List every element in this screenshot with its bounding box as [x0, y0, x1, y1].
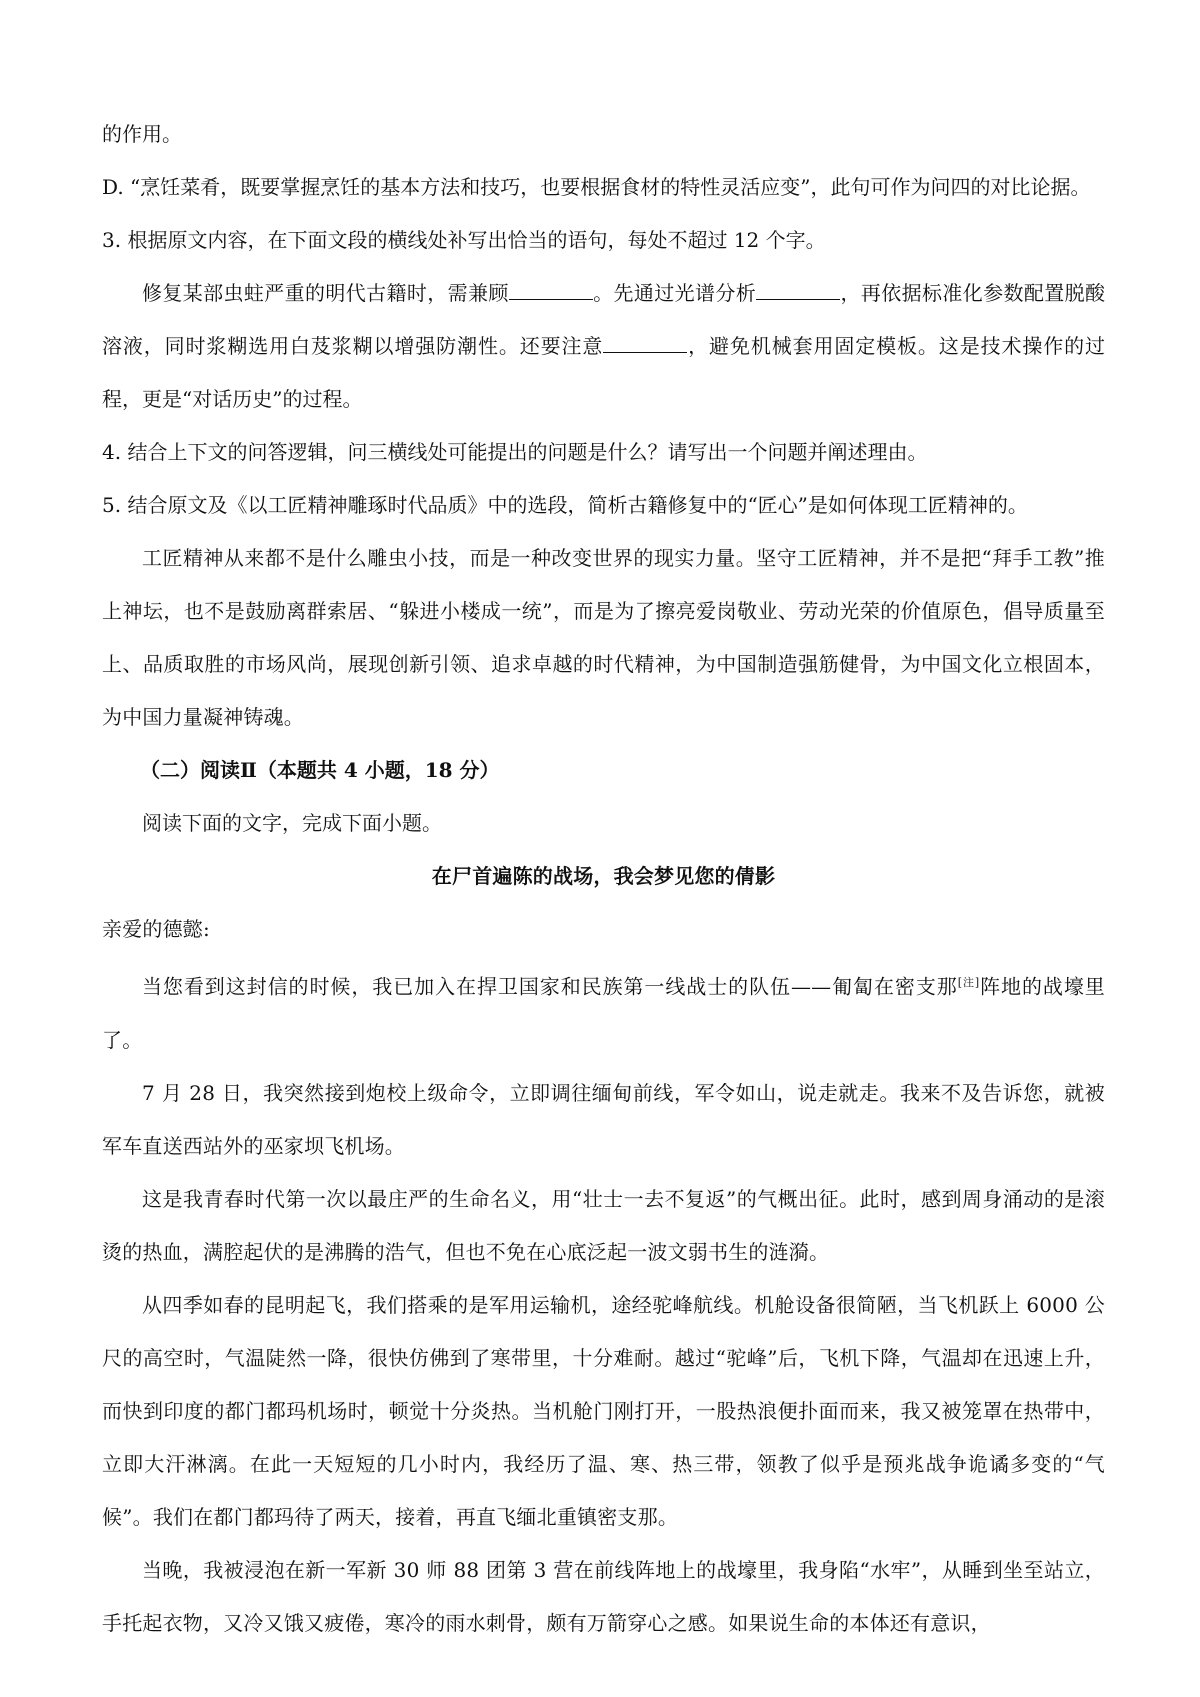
answer-blank-2	[756, 281, 840, 300]
letter-paragraph-4: 从四季如春的昆明起飞，我们搭乘的是军用运输机，途经驼峰航线。机舱设备很简陋，当飞机跃上 6000 公尺的高空时，气温陡然一降，很快仿佛到了寒带里，十分难耐。越过“驼峰”后，飞机下降，气温却在迅速上升，而快到印度的都门都玛机场时，顿觉十分炎热。当机舱门刚打开，一股热浪便扑面而来，我又被笼罩在热带中，立即大汗淋漓。在此一天短短的几小时内，我经历了温、寒、热三带，领教了似乎是预兆战争诡谲多变的“气候”。我们在都门都玛待了两天，接着，再直飞缅北重镇密支那。	[102, 1292, 1105, 1529]
q3-passage	[102, 267, 1105, 426]
q3-passage-part3: ，再依据标准化参数配置脱酸溶液，同时浆糊选用白芨浆糊以增强防潮性。还要注意	[102, 281, 1105, 358]
q5-excerpt: 工匠精神从来都不是什么雕虫小技，而是一种改变世界的现实力量。坚守工匠精神，并不是把“拜手工教”推上神坛，也不是鼓励离群索居、“躲进小楼成一统”，而是为了擦亮爱岗敬业、劳动光荣的价值原色，倡导质量至上、品质取胜的市场风尚，展现创新引领、追求卓越的时代精神，为中国制造强筋健骨，为中国文化立根固本，为中国力量凝神铸魂。	[102, 546, 1105, 729]
q3-passage-part1: 修复某部虫蛀严重的明代古籍时，需兼顾	[142, 281, 509, 305]
answer-blank-1	[509, 281, 593, 300]
letter-paragraph-1	[102, 956, 1105, 1067]
q3-stem: 3. 根据原文内容，在下面文段的横线处补写出恰当的语句，每处不超过 12 个字。	[102, 228, 826, 252]
q2-option-d: D. “烹饪菜肴，既要掌握烹饪的基本方法和技巧，也要根据食材的特性灵活应变”，此句可作为问四的对比论据。	[102, 175, 1091, 199]
q3-passage-part4: ，避免机械套用固定模板。这是技术操作的过程，更是“对话历史”的过程。	[102, 334, 1106, 411]
letter-p1-text-b: 阵地的战壕里了。	[102, 974, 1105, 1052]
letter-title: 在尸首遍陈的战场，我会梦见您的倩影	[431, 864, 776, 888]
letter-paragraph-5: 当晚，我被浸泡在新一军新 30 师 88 团第 3 营在前线阵地上的战壕里，我身陷“水牢”，从睡到坐至站立，手托起衣物，又冷又饿又疲倦，寒冷的雨水刺骨，颇有万箭穿心之感。如果说生命的本体还有意识，	[102, 1557, 1105, 1635]
section-heading: （二）阅读Ⅱ（本题共 4 小题，18 分）	[140, 758, 500, 782]
letter-paragraph-3: 这是我青春时代第一次以最庄严的生命名义，用“壮士一去不复返”的气概出征。此时，感到周身涌动的是滚烫的热血，满腔起伏的是沸腾的浩气，但也不免在心底泛起一波文弱书生的涟漪。	[102, 1186, 1105, 1264]
letter-paragraph-2: 7 月 28 日，我突然接到炮校上级命令，立即调往缅甸前线，军令如山，说走就走。我来不及告诉您，就被军车直送西站外的巫家坝飞机场。	[102, 1080, 1105, 1158]
answer-blank-3	[603, 334, 687, 353]
q5-stem: 5. 结合原文及《以工匠精神雕琢时代品质》中的选段，简析古籍修复中的“匠心”是如何体现工匠精神的。	[102, 493, 1028, 517]
footnote-marker: [注]	[957, 976, 980, 989]
q4-stem: 4. 结合上下文的问答逻辑，问三横线处可能提出的问题是什么？请写出一个问题并阐述理由。	[102, 440, 928, 464]
q2-tail: 的作用。	[102, 122, 182, 146]
letter-p1-text-a: 当您看到这封信的时候，我已加入在捍卫国家和民族第一线战士的队伍——匍匐在密支那	[142, 974, 958, 999]
section-instruction: 阅读下面的文字，完成下面小题。	[142, 811, 442, 835]
letter-salutation: 亲爱的德懿:	[102, 917, 210, 941]
q3-passage-part2: 。先通过光谱分析	[592, 281, 757, 305]
